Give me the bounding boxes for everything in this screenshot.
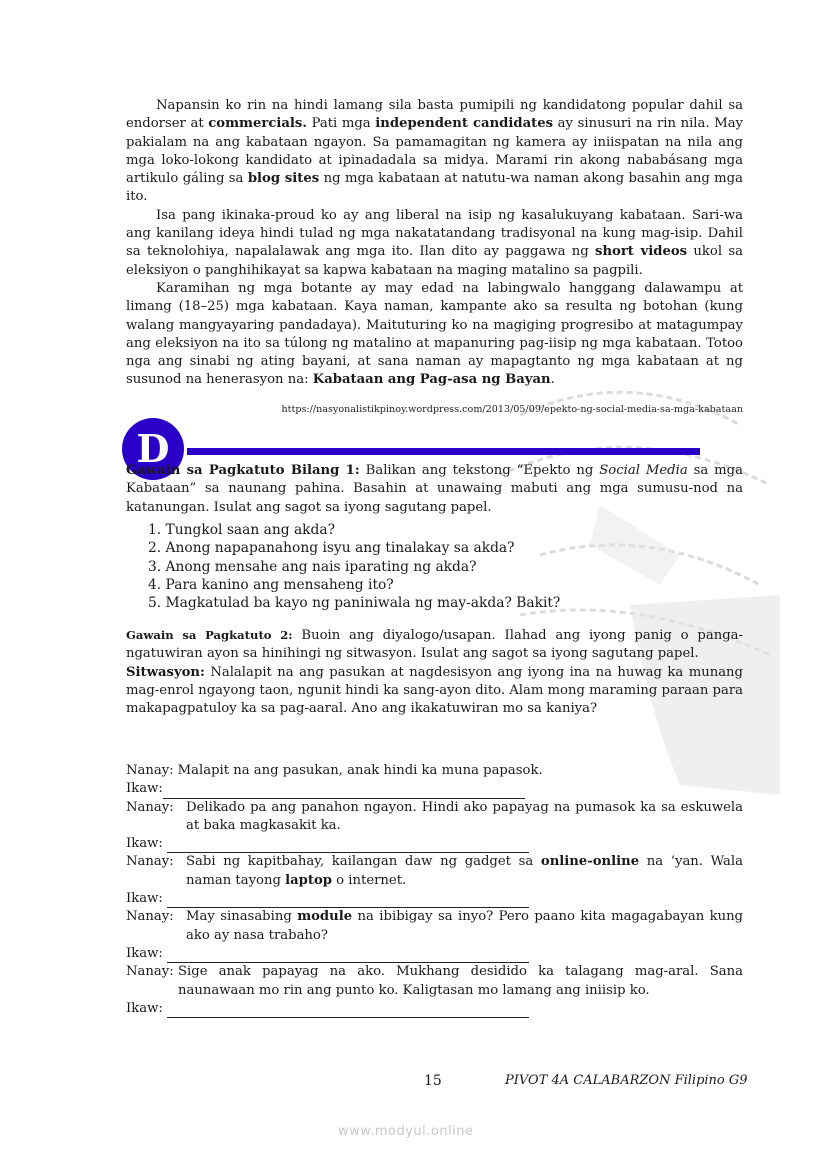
nanay-line [126, 908, 743, 945]
speaker-label: Ikaw: [126, 781, 163, 797]
answer-blank[interactable] [167, 838, 529, 853]
italic-term: Social Media [599, 463, 688, 478]
paragraph-1 [126, 97, 743, 207]
text: Balikan ang tekstong “Epekto ng [359, 463, 600, 478]
question-list [148, 521, 560, 612]
bold-term: module [297, 909, 353, 925]
gawain-1-instructions [126, 462, 743, 517]
text: ukol sa eleksiyon o panghihikayat sa kapwa kabataan na maging matalino sa pagpili. [126, 244, 743, 278]
website-watermark: www.modyul.online [338, 1124, 474, 1139]
text: Karamihan ng mga botante ay may edad na labingwalo hanggang dalawampu at limang (18–25) mga kabataan. Kaya naman, kampante ako sa resulta ng botohan (kung walang mangyayaring pandadaya). Maituturing ko na magiging progresibo at matagumpay ang eleksiyon na ito sa túlong ng matalino at mapanuring pag-iisip ng mga kabataan. Totoo nga ang sinabi ng ating bayani, at sana naman ay mapagtanto ng mga kabataan at ng susunod na henerasyon na: [126, 280, 743, 388]
speaker-label: Ikaw: [126, 891, 163, 907]
gawain-2-heading: Gawain sa Pagkatuto 2: [126, 628, 293, 642]
question-item: 4. Para kanino ang mensaheng ito? [148, 576, 394, 593]
speaker-label: Nanay: [126, 909, 174, 925]
answer-blank[interactable] [167, 893, 529, 908]
nanay-line [126, 799, 743, 836]
bold-term: short videos [595, 244, 688, 260]
bold-term: online-online [540, 854, 640, 870]
text: Pati mga [306, 116, 376, 132]
dialogue [126, 762, 743, 1018]
question-item: 3. Anong mensahe ang nais iparating ng akda? [148, 558, 477, 575]
question-item: 5. Magkatulad ba kayo ng paniniwala ng may-akda? Bakit? [148, 595, 561, 612]
text: . [550, 372, 555, 388]
text: Isa pang ikinaka-proud ko ay ang liberal na isip ng kasalukuyang kabataan. Sari-wa ang kanilang ideya hindi tulad ng mga nakatatandang tradisyonal na kung mag-isip. Dahil sa teknolohiya, napalalawak ang mga ito. Ilan dito ay paggawa ng [126, 207, 743, 260]
source-url: https://nasyonalistikpinoy.wordpress.com/2013/05/09/epekto-ng-social-media-sa-mga-kabataan [281, 404, 743, 415]
text: Nalalapit na ang pasukan at nagdesisyon ang iyong ina na huwag ka munang mag-enrol ngayong taon, ngunit hindi ka sang-ayon dito. Alam mong maraming paraan para makapagpatuloy ka sa pag-aaral. Ano ang ikakatuwiran mo sa kaniya? [126, 664, 743, 717]
nanay-line [126, 762, 743, 780]
bold-term: Kabataan ang Pag-asa ng Bayan [312, 372, 551, 388]
speaker-label: Nanay: [126, 854, 174, 870]
section-d-badge: D [122, 418, 184, 480]
nanay-line [126, 963, 743, 1000]
answer-blank[interactable] [167, 1003, 529, 1018]
page-number: 15 [424, 1073, 442, 1089]
text: ng mga kabataan at natutu-wa naman akong basahin ang mga ito. [126, 171, 743, 205]
answer-blank[interactable] [163, 784, 525, 799]
text: sa mga Kabataan” sa naunang pahina. Basahin at unawaing mabuti ang mga sumusu-nod na katanungan. Isulat ang sagot sa iyong sagutang papel. [126, 463, 743, 515]
bold-term: independent candidates [375, 116, 554, 132]
speaker-label: Nanay: [126, 964, 174, 980]
speaker-label: Ikaw: [126, 1000, 163, 1016]
text: Sabi ng kapitbahay, kailangan daw ng gadget sa [186, 854, 541, 870]
nanay-line [126, 853, 743, 890]
text: na ibibigay sa inyo? Pero paano kita magagabayan kung ako ay nasa trabaho? [186, 909, 743, 943]
question-item: 2. Anong napapanahong isyu ang tinalakay sa akda? [148, 540, 515, 557]
text: Buoin ang diyalogo/usapan. Ilahad ang iyong panig o panga-ngatuwiran ayon sa hinihingi ng sitwasyon. Isulat ang sagot sa iyong sagutang papel. [126, 628, 743, 662]
footer-title: PIVOT 4A CALABARZON Filipino G9 [505, 1073, 748, 1088]
article-body [126, 97, 743, 390]
text: o internet. [331, 872, 407, 888]
section-divider [187, 448, 700, 455]
ikaw-answer-line [126, 890, 743, 908]
text: ay sinusuri na rin nila. May pakialam na ang kabataan ngayon. Sa pamamagitan ng kamera ay iniispatan na nila ang mga loko-lokong kandidato at ipinadadala sa midya. Marami rin akong nababásang mga artikulo gáling sa [126, 116, 744, 187]
speaker-label: Nanay: [126, 799, 174, 815]
text: na ‘yan. Wala naman tayong [186, 854, 743, 888]
ikaw-answer-line [126, 835, 743, 853]
text: Napansin ko rin na hindi lamang sila basta pumipili ng kandidatong popular dahil sa endorser at [126, 98, 743, 132]
gawain-1-heading: Gawain sa Pagkatuto Bilang 1: [126, 463, 360, 478]
answer-blank[interactable] [167, 948, 529, 963]
speaker-label: Ikaw: [126, 836, 163, 852]
ikaw-answer-line [126, 945, 743, 963]
text: Malapit na ang pasukan, anak hindi ka muna papasok. [177, 763, 543, 778]
ikaw-answer-line [126, 1000, 743, 1018]
speaker-label: Nanay: [126, 763, 174, 778]
question-item: 1. Tungkol saan ang akda? [148, 522, 335, 538]
text: Delikado pa ang panahon ngayon. Hindi ako papayag na pumasok ka sa eskuwela at baka magkasakit ka. [186, 799, 743, 833]
bold-term: commercials. [208, 116, 307, 132]
text: Sige anak papayag na ako. Mukhang desidido ka talagang mag-aral. Sana naunawaan mo rin ang punto ko. Kaligtasan mo lamang ang iniisip ko. [178, 964, 743, 998]
paragraph-2 [126, 207, 743, 280]
speaker-label: Ikaw: [126, 945, 163, 961]
paragraph-3 [126, 280, 743, 390]
sitwasyon-label: Sitwasyon: [126, 664, 205, 680]
bold-term: laptop [285, 872, 332, 888]
gawain-2-instructions [126, 626, 743, 718]
bold-term: blog sites [247, 171, 320, 187]
ikaw-answer-line [126, 780, 743, 798]
text: May sinasabing [186, 909, 298, 925]
